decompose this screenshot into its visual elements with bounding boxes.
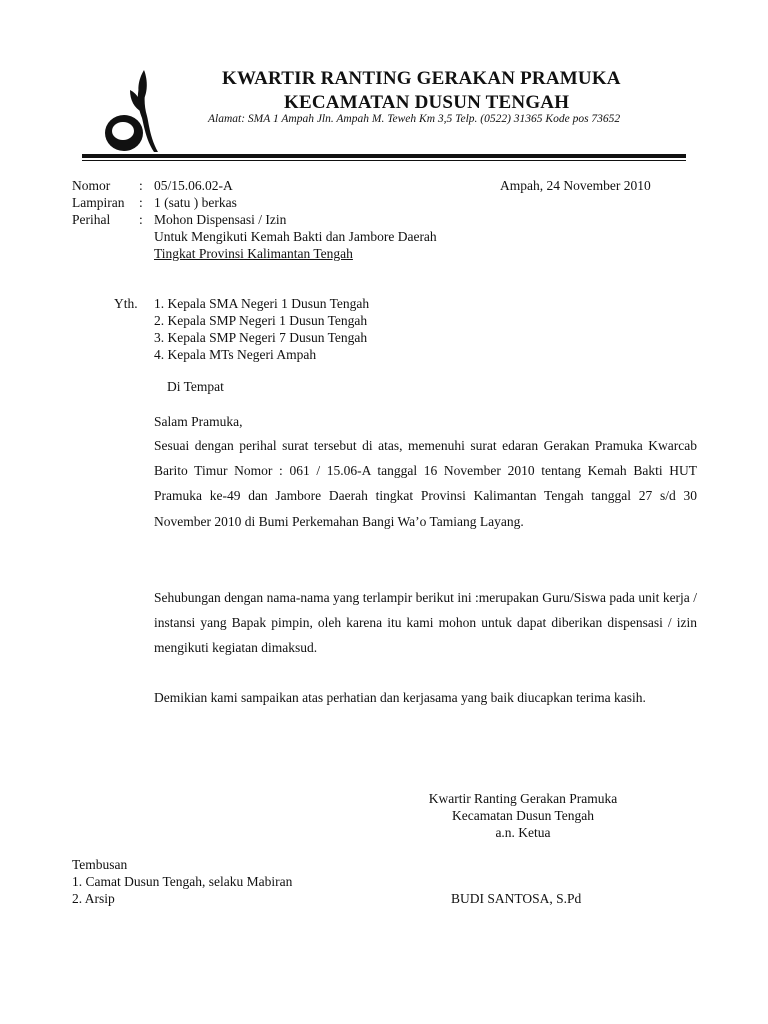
greeting: Salam Pramuka,	[154, 414, 243, 429]
perihal-label: Perihal	[72, 212, 111, 227]
pramuka-tunas-kelapa-logo	[100, 66, 160, 158]
tembusan-title: Tembusan	[72, 857, 128, 872]
org-name-line2: KECAMATAN DUSUN TENGAH	[284, 92, 570, 113]
recipient-item: 1. Kepala SMA Negeri 1 Dusun Tengah	[154, 296, 370, 311]
recipient-item: 3. Kepala SMP Negeri 7 Dusun Tengah	[154, 330, 368, 345]
signature-role: a.n. Ketua	[495, 825, 551, 840]
lampiran-label: Lampiran	[72, 195, 125, 210]
perihal-line-1: Mohon Dispensasi / Izin	[154, 212, 287, 227]
place-date: Ampah, 24 November 2010	[500, 178, 651, 193]
body-paragraph-2: Sehubungan dengan nama-nama yang terlampir berikut ini :merupakan Guru/Siswa pada unit kerja / instansi yang Bapak pimpin, oleh karena itu kami mohon untuk dapat diberikan dispensasi / izin mengikuti kegiatan dimaksud.	[154, 590, 697, 656]
lampiran-colon: :	[139, 195, 143, 210]
perihal-colon: :	[139, 212, 143, 227]
recipient-item: 2. Kepala SMP Negeri 1 Dusun Tengah	[154, 313, 368, 328]
signatory-name: BUDI SANTOSA, S.Pd	[451, 891, 582, 906]
signature-org-line1: Kwartir Ranting Gerakan Pramuka	[428, 791, 618, 806]
di-tempat: Di Tempat	[167, 379, 224, 394]
tembusan-item: 2. Arsip	[72, 891, 115, 906]
letterhead-divider-thin	[82, 160, 686, 161]
org-name-line1: KWARTIR RANTING GERAKAN PRAMUKA	[222, 68, 621, 89]
letterhead-address: Alamat: SMA 1 Ampah Jln. Ampah M. Teweh Km 3,5 Telp. (0522) 31365 Kode pos 73652	[208, 113, 621, 125]
lampiran-value: 1 (satu ) berkas	[154, 195, 237, 210]
nomor-label: Nomor	[72, 178, 111, 193]
recipient-item: 4. Kepala MTs Negeri Ampah	[154, 347, 317, 362]
body-paragraph-1: Sesuai dengan perihal surat tersebut di atas, memenuhi surat edaran Gerakan Pramuka Kwarcab Barito Timur Nomor : 061 / 15.06-A tanggal 16 November 2010 tentang Kemah Bakti HUT Pramuka ke-49 dan Jambore Daerah tingkat Provinsi Kalimantan Tengah tanggal 27 s/d 30 November 2010 di Bumi Perkemahan Bangi Wa’o Tamiang Layang.	[154, 438, 697, 529]
yth-label: Yth.	[114, 296, 138, 311]
nomor-colon: :	[139, 178, 143, 193]
tembusan-item: 1. Camat Dusun Tengah, selaku Mabiran	[72, 874, 293, 889]
perihal-line-3: Tingkat Provinsi Kalimantan Tengah	[154, 246, 353, 261]
letterhead-divider-thick	[82, 154, 686, 158]
signature-org-line2: Kecamatan Dusun Tengah	[451, 808, 594, 823]
body-paragraph-3: Demikian kami sampaikan atas perhatian dan kerjasama yang baik diucapkan terima kasih.	[154, 690, 646, 705]
perihal-line-2: Untuk Mengikuti Kemah Bakti dan Jambore Daerah	[154, 229, 437, 244]
nomor-value: 05/15.06.02-A	[154, 178, 233, 193]
